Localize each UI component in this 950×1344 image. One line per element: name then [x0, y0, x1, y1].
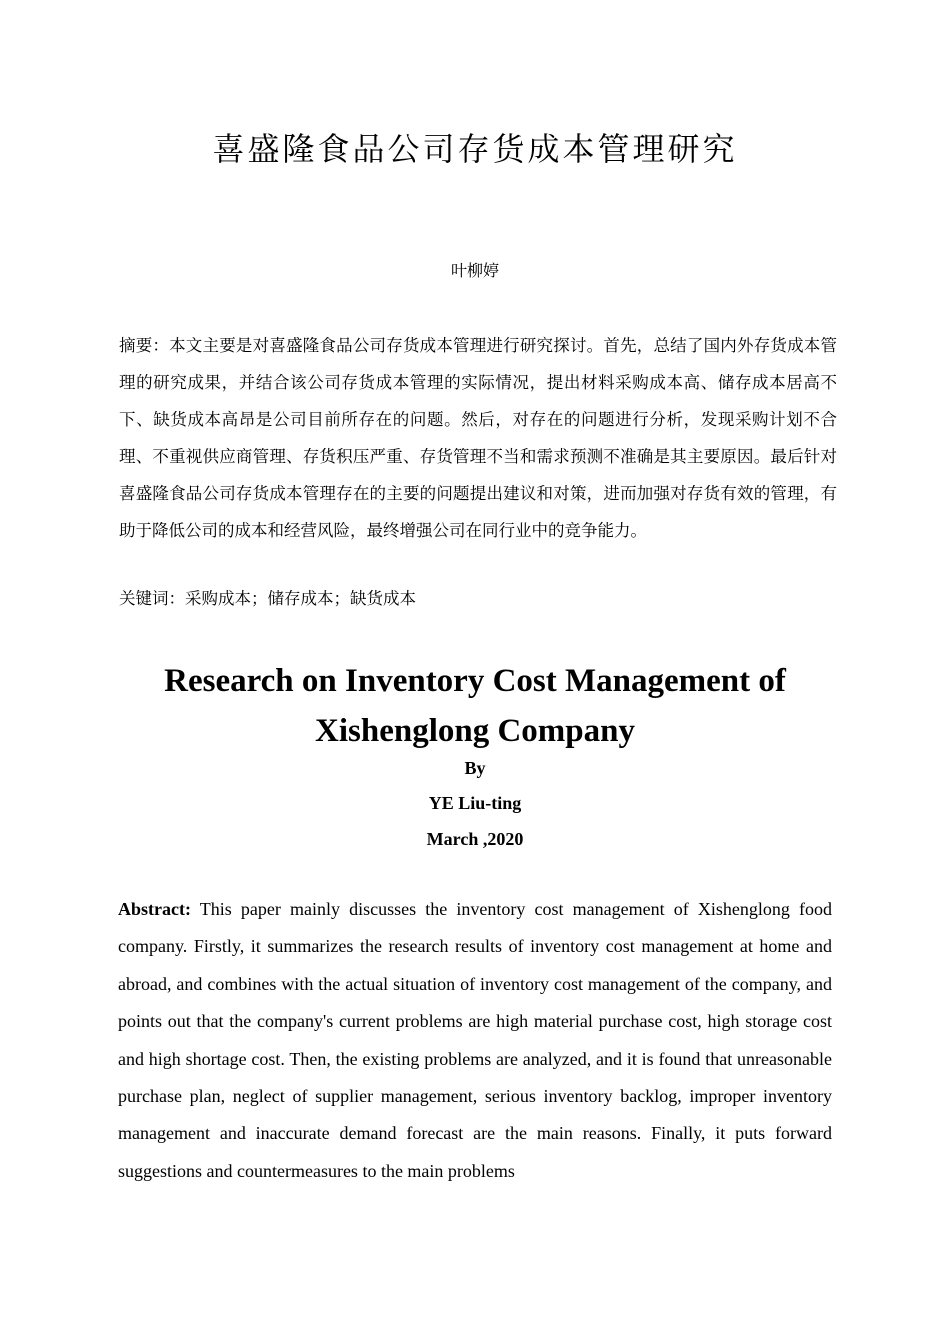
chinese-abstract-text: 本文主要是对喜盛隆食品公司存货成本管理进行研究探讨。首先，总结了国内外存货成本管理的研究成果，并结合该公司存货成本管理的实际情况，提出材料采购成本高、储存成本居高不下、缺货成本高昂是公司目前所存在的问题。然后，对存在的问题进行分析，发现采购计划不合理、不重视供应商管理、存货积压严重、存货管理不当和需求预测不准确是其主要原因。最后针对喜盛隆食品公司存货成本管理存在的主要的问题提出建议和对策，进而加强对存货有效的管理，有助于降低公司的成本和经营风险，最终增强公司在同行业中的竞争能力。	[119, 336, 838, 540]
chinese-keywords	[119, 585, 837, 613]
chinese-author: 叶柳婷	[450, 261, 499, 280]
chinese-abstract	[119, 327, 837, 549]
english-author: YE Liu-ting	[428, 793, 522, 813]
chinese-abstract-label: 摘要：	[119, 336, 170, 355]
chinese-keywords-label: 关键词：	[119, 589, 185, 608]
english-title: Research on Inventory Cost Management of Xishenglong Company	[164, 663, 786, 749]
chinese-keywords-text: 采购成本；储存成本；缺货成本	[185, 589, 416, 608]
english-abstract	[118, 891, 832, 1190]
english-abstract-text: This paper mainly discusses the inventory cost management of Xishenglong food company. Firstly, it summarizes the research results of inventory cost management at home and abroad, and combines with the actual situation of inventory cost management of the company, and points out that the company's current problems are high material purchase cost, high storage cost and high shortage cost. Then, the existing problems are analyzed, and it is found that unreasonable purchase plan, neglect of supplier management, serious inventory backlog, improper inventory management and inaccurate demand forecast are the main reasons. Finally, it puts forward suggestions and countermeasures to the main problems	[118, 899, 832, 1181]
english-date: March ,2020	[426, 829, 524, 849]
english-abstract-label: Abstract:	[118, 899, 191, 919]
english-by-line: By	[464, 758, 486, 778]
chinese-title: 喜盛隆食品公司存货成本管理研究	[212, 130, 738, 168]
